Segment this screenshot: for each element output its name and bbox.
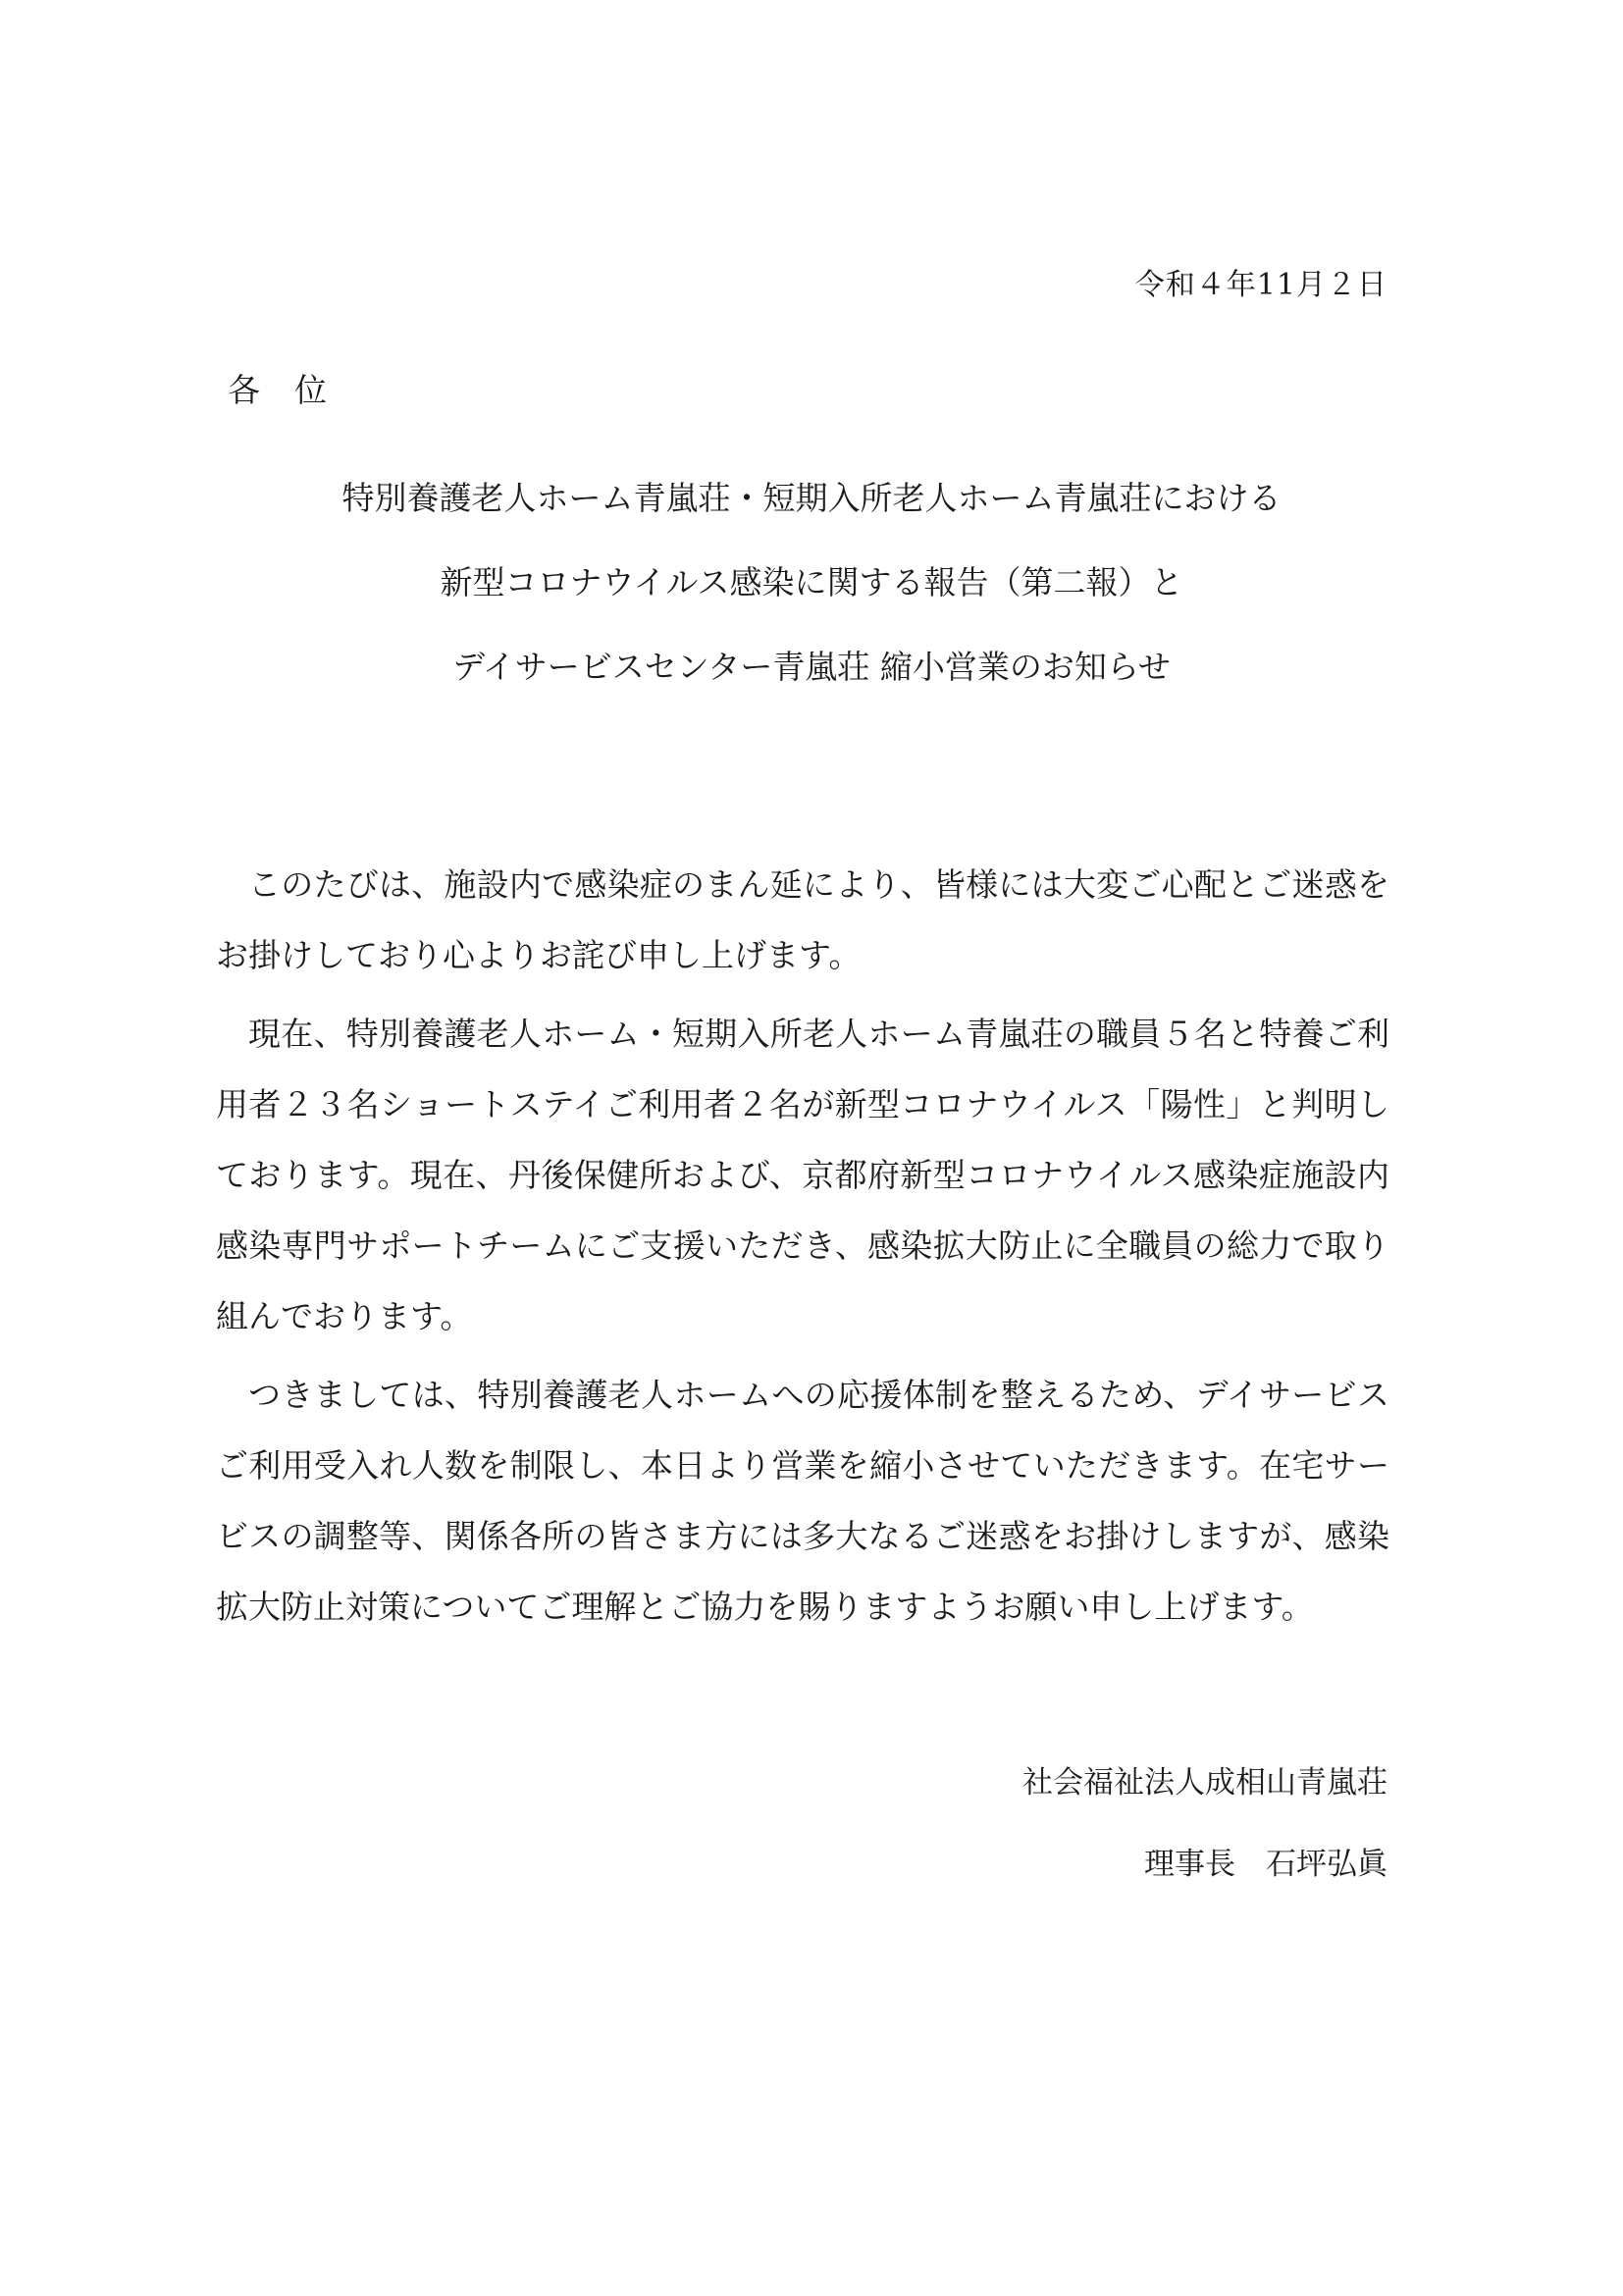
signature-representative: 理事長 石坪弘眞: [1144, 1847, 1387, 1882]
document-title: [0, 479, 1623, 732]
title-line-3: デイサービスセンター青嵐荘 縮小営業のお知らせ: [452, 648, 1171, 686]
body-paragraph-dayservice: つきましては、特別養護老人ホームへの応援体制を整えるため、デイサービスご利用受入れ人数を制限し、本日より営業を縮小させていただきます。在宅サービスの調整等、関係各所の皆さま方には多大なるご迷惑をお掛けしますが、感染拡大防止対策についてご理解とご協力を賜りますようお願い申し上げます。: [216, 1376, 1390, 1626]
document-date: 令和４年11月２日: [1134, 268, 1387, 302]
signature-block: [1022, 1743, 1387, 1905]
signature-organization: 社会福祉法人成相山青嵐荘: [1022, 1765, 1387, 1800]
title-line-1: 特別養護老人ホーム青嵐荘・短期入所老人ホーム青嵐荘における: [341, 479, 1282, 517]
body-paragraph-status: 現在、特別養護老人ホーム・短期入所老人ホーム青嵐荘の職員５名と特養ご利用者２３名ショートステイご利用者２名が新型コロナウイルス「陽性」と判明しております。現在、丹後保健所および、京都府新型コロナウイルス感染症施設内感染専門サポートチームにご支援いただき、感染拡大防止に全職員の総力で取り組んでおります。: [216, 1015, 1389, 1335]
salutation: 各 位: [228, 371, 328, 409]
body-paragraph-apology: このたびは、施設内で感染症のまん延により、皆様には大変ご心配とご迷惑をお掛けしており心よりお詫び申し上げます。: [216, 865, 1389, 974]
document-body: [216, 850, 1389, 1650]
title-line-2: 新型コロナウイルス感染に関する報告（第二報）と: [440, 563, 1183, 601]
